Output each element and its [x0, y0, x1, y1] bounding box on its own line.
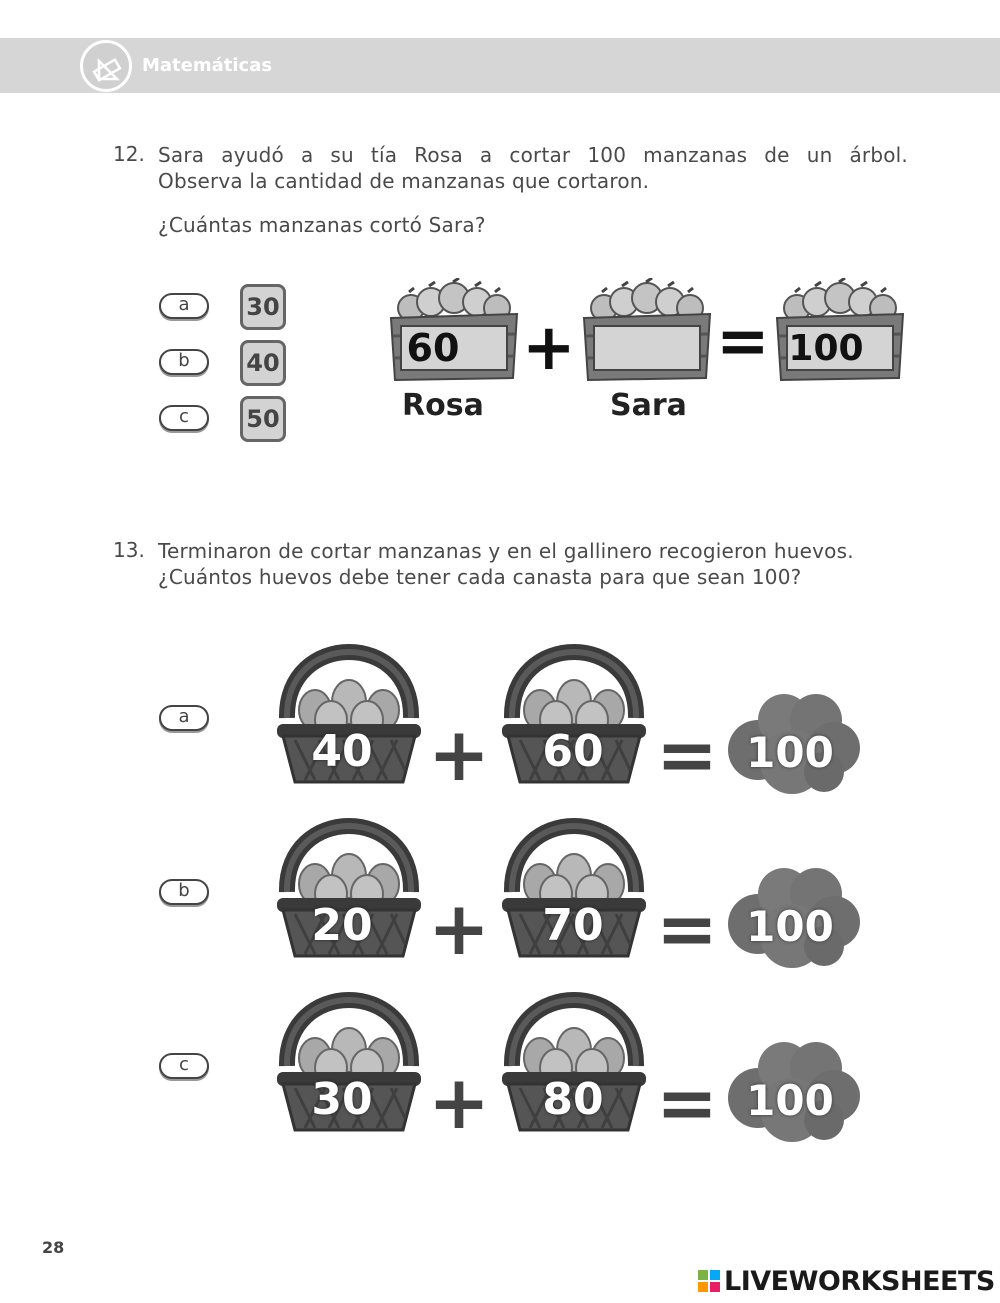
- basket-left-value: 40: [311, 726, 373, 777]
- option-a-radio[interactable]: a: [159, 293, 209, 319]
- rosa-crate-value: 60: [406, 326, 460, 370]
- question-12-prompt: ¿Cuántas manzanas cortó Sara?: [158, 213, 486, 237]
- question-13-text-line1: Terminaron de cortar manzanas y en el gallinero recogieron huevos.: [158, 539, 854, 563]
- basket-right-value: 70: [542, 900, 604, 951]
- basket-left-value: 20: [311, 900, 373, 951]
- page-number: 28: [42, 1238, 65, 1257]
- option-c-value: 50: [240, 396, 286, 442]
- math-logo-icon: [80, 40, 132, 92]
- sara-apple-crate-icon: [582, 278, 712, 383]
- q13-option-a-radio[interactable]: a: [159, 705, 209, 731]
- plus-sign: +: [428, 712, 491, 798]
- q13-option-b-radio[interactable]: b: [159, 879, 209, 905]
- option-b-radio[interactable]: b: [159, 349, 209, 375]
- q13-option-c-radio[interactable]: c: [159, 1053, 209, 1079]
- basket-right-value: 80: [542, 1074, 604, 1125]
- q12-plus-sign: +: [522, 311, 576, 385]
- total-value: 100: [746, 902, 834, 951]
- question-12-number: 12.: [113, 142, 145, 166]
- sara-label: Sara: [610, 388, 687, 423]
- total-crate-value: 100: [788, 328, 864, 369]
- basket-left-value: 30: [311, 1074, 373, 1125]
- question-13-number: 13.: [113, 538, 145, 562]
- liveworksheets-logo-icon: [698, 1270, 720, 1292]
- question-12-text-line2: Observa la cantidad de manzanas que cortaron.: [158, 169, 650, 193]
- plus-sign: +: [428, 1060, 491, 1146]
- rosa-label: Rosa: [402, 388, 484, 423]
- option-c-radio[interactable]: c: [159, 405, 209, 431]
- question-13-text-line2: ¿Cuántos huevos debe tener cada canasta para que sean 100?: [158, 565, 802, 589]
- question-12-text-line1: Sara ayudó a su tía Rosa a cortar 100 manzanas de un árbol.: [158, 143, 908, 167]
- basket-right-value: 60: [542, 726, 604, 777]
- total-value: 100: [746, 728, 834, 777]
- subject-title: Matemáticas: [142, 55, 273, 76]
- q12-equals-sign: =: [716, 305, 770, 379]
- equals-sign: =: [656, 886, 719, 972]
- option-b-value: 40: [240, 340, 286, 386]
- plus-sign: +: [428, 886, 491, 972]
- total-value: 100: [746, 1076, 834, 1125]
- brand-wordmark[interactable]: LIVEWORKSHEETS: [724, 1266, 995, 1297]
- option-a-value: 30: [240, 284, 286, 330]
- equals-sign: =: [656, 1060, 719, 1146]
- equals-sign: =: [656, 712, 719, 798]
